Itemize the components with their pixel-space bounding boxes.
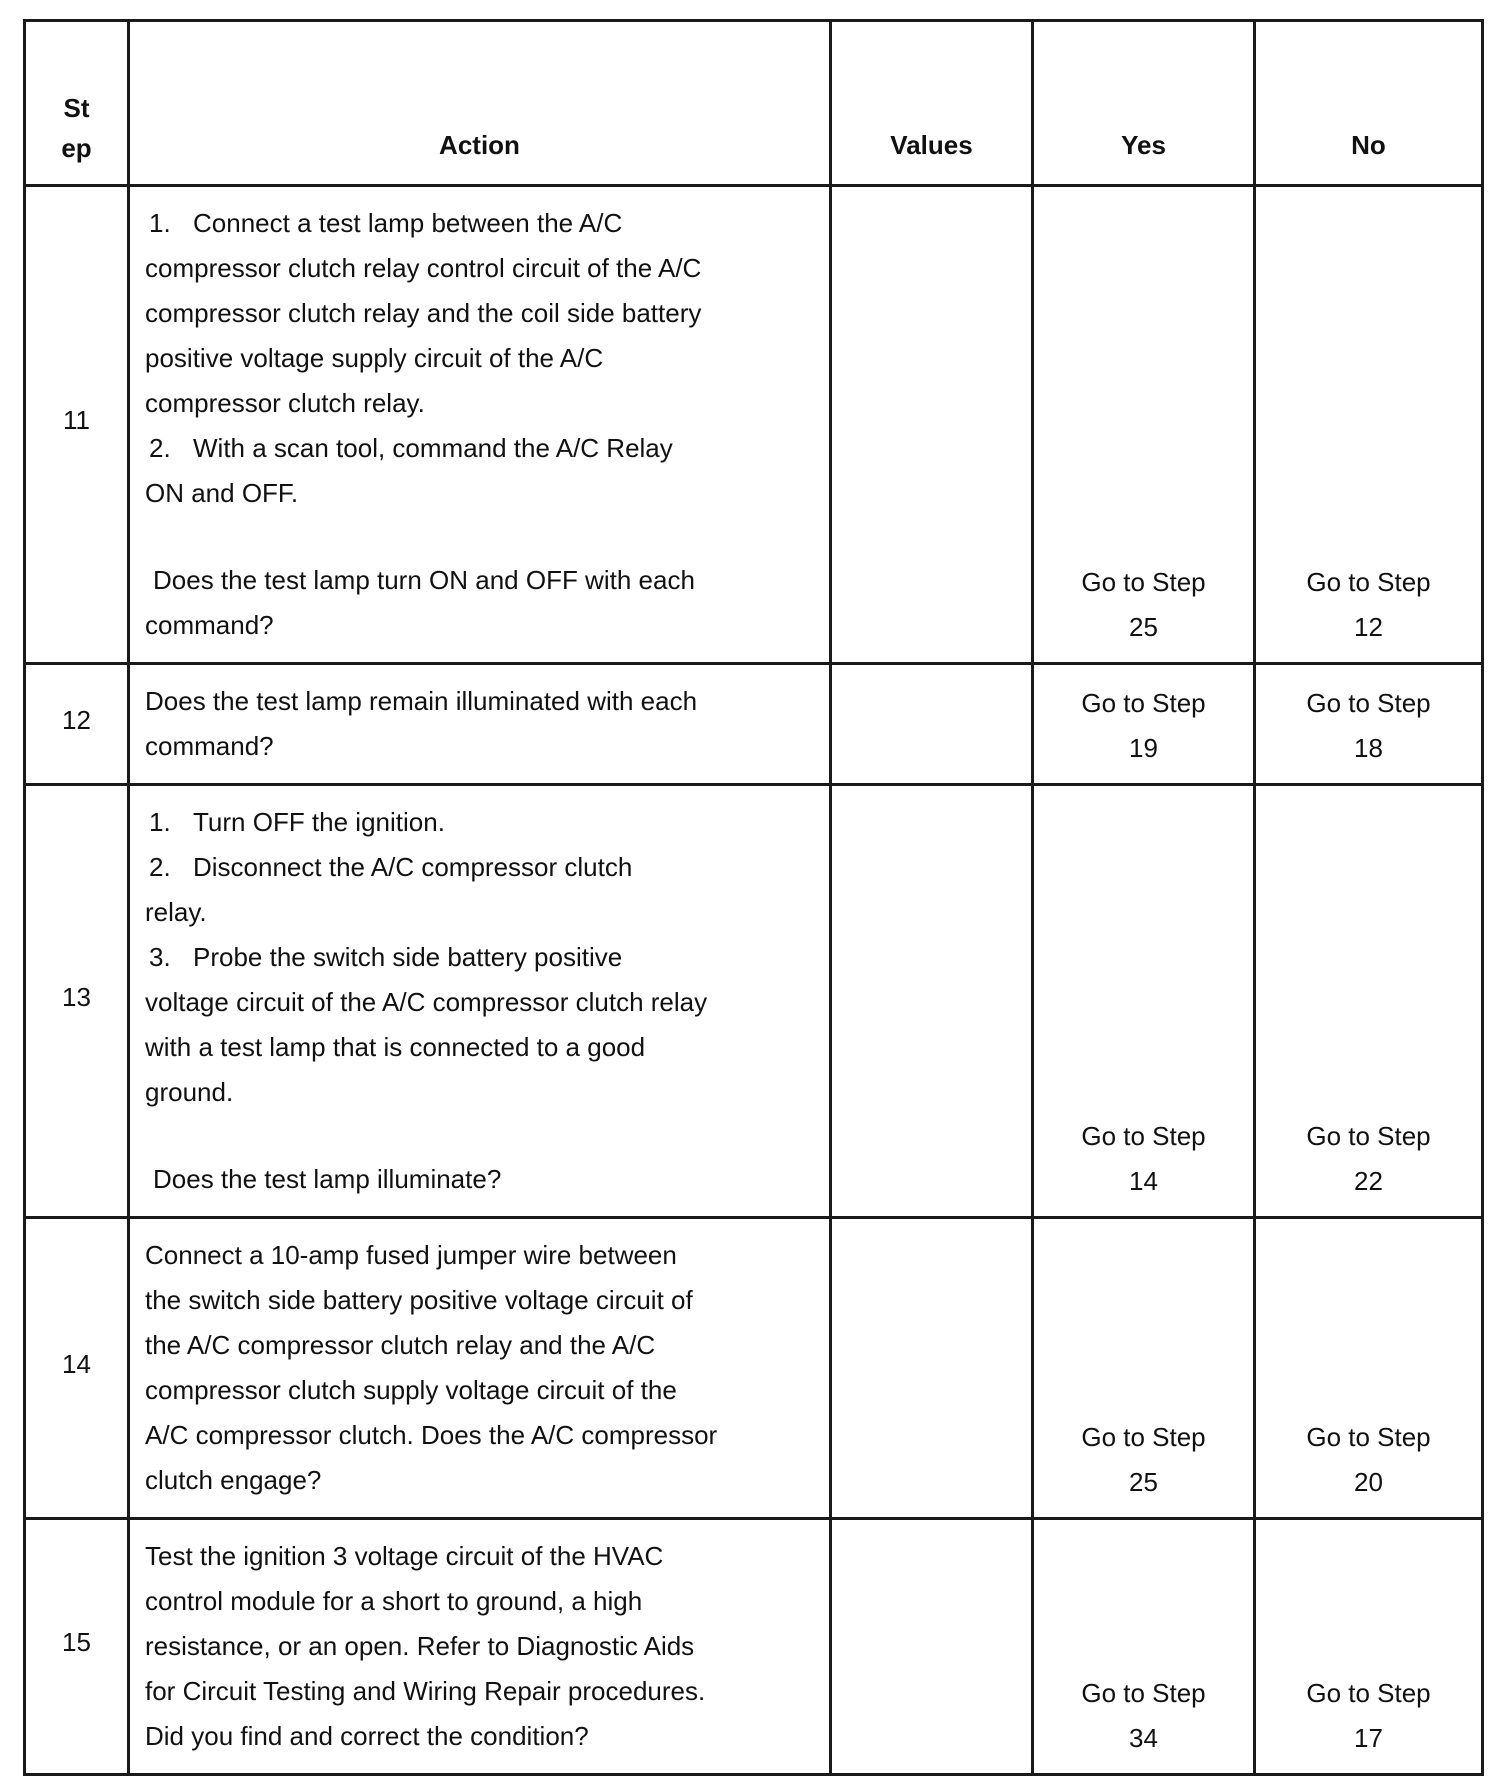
yes-cell: [1033, 1218, 1255, 1519]
header-row: [25, 21, 1483, 186]
yes-cell: [1033, 186, 1255, 664]
action-line: Did you find and correct the condition?: [145, 1721, 589, 1751]
action-line: compressor clutch relay and the coil side battery: [145, 298, 702, 328]
action-line: the A/C compressor clutch relay and the A/C: [145, 1330, 656, 1360]
goto-label: Go to Step: [1081, 567, 1206, 597]
goto-step: 17: [1354, 1723, 1383, 1753]
action-line: compressor clutch relay control circuit of the A/C: [145, 253, 702, 283]
goto-step: 14: [1129, 1166, 1158, 1196]
goto-step: 25: [1129, 1467, 1158, 1497]
action-line: with a test lamp that is connected to a good: [145, 1032, 646, 1062]
goto-label: Go to Step: [1081, 688, 1206, 718]
goto-label: Go to Step: [1306, 1121, 1431, 1151]
header-no: No: [1255, 21, 1483, 186]
action-step-line: 1. Turn OFF the ignition.: [149, 807, 445, 837]
action-line: for Circuit Testing and Wiring Repair procedures.: [145, 1676, 706, 1706]
action-line: ON and OFF.: [145, 478, 299, 508]
action-line: Test the ignition 3 voltage circuit of the HVAC: [145, 1541, 664, 1571]
action-question: Does the test lamp illuminate?: [153, 1164, 502, 1194]
yes-cell: [1033, 785, 1255, 1218]
values-cell: [831, 785, 1033, 1218]
goto-label: Go to Step: [1081, 1121, 1206, 1151]
action-question-cont: command?: [145, 610, 274, 640]
action-cell: [129, 1519, 831, 1775]
no-cell: [1255, 186, 1483, 664]
values-cell: [831, 1519, 1033, 1775]
goto-step: 19: [1129, 733, 1158, 763]
no-cell: [1255, 1218, 1483, 1519]
goto-label: Go to Step: [1306, 1678, 1431, 1708]
action-step-line: 2. With a scan tool, command the A/C Relay: [149, 433, 673, 463]
diagnostic-table: [23, 19, 1484, 1776]
action-line: command?: [145, 731, 274, 761]
action-line: the switch side battery positive voltage circuit of: [145, 1285, 693, 1315]
step-number: 11: [25, 186, 129, 664]
values-cell: [831, 1218, 1033, 1519]
action-line: voltage circuit of the A/C compressor clutch relay: [145, 987, 708, 1017]
step-number: 15: [25, 1519, 129, 1775]
yes-cell: [1033, 1519, 1255, 1775]
action-line: resistance, or an open. Refer to Diagnostic Aids: [145, 1631, 695, 1661]
action-line: positive voltage supply circuit of the A/C: [145, 343, 604, 373]
header-step: [25, 21, 129, 186]
goto-step: 25: [1129, 612, 1158, 642]
action-question: Does the test lamp turn ON and OFF with each: [153, 565, 695, 595]
table-row: [25, 664, 1483, 785]
action-step-line: 2. Disconnect the A/C compressor clutch: [149, 852, 633, 882]
action-cell: [129, 664, 831, 785]
action-line: compressor clutch supply voltage circuit of the: [145, 1375, 677, 1405]
action-line: Does the test lamp remain illuminated with each: [145, 686, 698, 716]
goto-label: Go to Step: [1081, 1678, 1206, 1708]
yes-cell: [1033, 664, 1255, 785]
goto-step: 34: [1129, 1723, 1158, 1753]
no-cell: [1255, 1519, 1483, 1775]
action-cell: [129, 186, 831, 664]
action-line: compressor clutch relay.: [145, 388, 425, 418]
goto-step: 22: [1354, 1166, 1383, 1196]
header-step-line: ep: [61, 133, 92, 163]
table-row: [25, 785, 1483, 1218]
goto-step: 12: [1354, 612, 1383, 642]
step-number: 13: [25, 785, 129, 1218]
goto-step: 18: [1354, 733, 1383, 763]
header-action: Action: [129, 21, 831, 186]
values-cell: [831, 664, 1033, 785]
table-row: [25, 186, 1483, 664]
table-row: [25, 1519, 1483, 1775]
action-cell: [129, 785, 831, 1218]
no-cell: [1255, 664, 1483, 785]
table-row: [25, 1218, 1483, 1519]
action-line: relay.: [145, 897, 207, 927]
no-cell: [1255, 785, 1483, 1218]
goto-label: Go to Step: [1306, 1422, 1431, 1452]
action-line: control module for a short to ground, a high: [145, 1586, 643, 1616]
goto-label: Go to Step: [1306, 567, 1431, 597]
action-line: Connect a 10-amp fused jumper wire between: [145, 1240, 677, 1270]
header-step-line: St: [63, 93, 90, 123]
action-step-line: 1. Connect a test lamp between the A/C: [149, 208, 623, 238]
action-line: A/C compressor clutch. Does the A/C compressor: [145, 1420, 718, 1450]
header-values: Values: [831, 21, 1033, 186]
action-cell: [129, 1218, 831, 1519]
action-line: ground.: [145, 1077, 234, 1107]
step-number: 12: [25, 664, 129, 785]
goto-step: 20: [1354, 1467, 1383, 1497]
goto-label: Go to Step: [1306, 688, 1431, 718]
goto-label: Go to Step: [1081, 1422, 1206, 1452]
header-yes: Yes: [1033, 21, 1255, 186]
step-number: 14: [25, 1218, 129, 1519]
values-cell: [831, 186, 1033, 664]
action-line: clutch engage?: [145, 1465, 322, 1495]
action-step-line: 3. Probe the switch side battery positive: [149, 942, 623, 972]
